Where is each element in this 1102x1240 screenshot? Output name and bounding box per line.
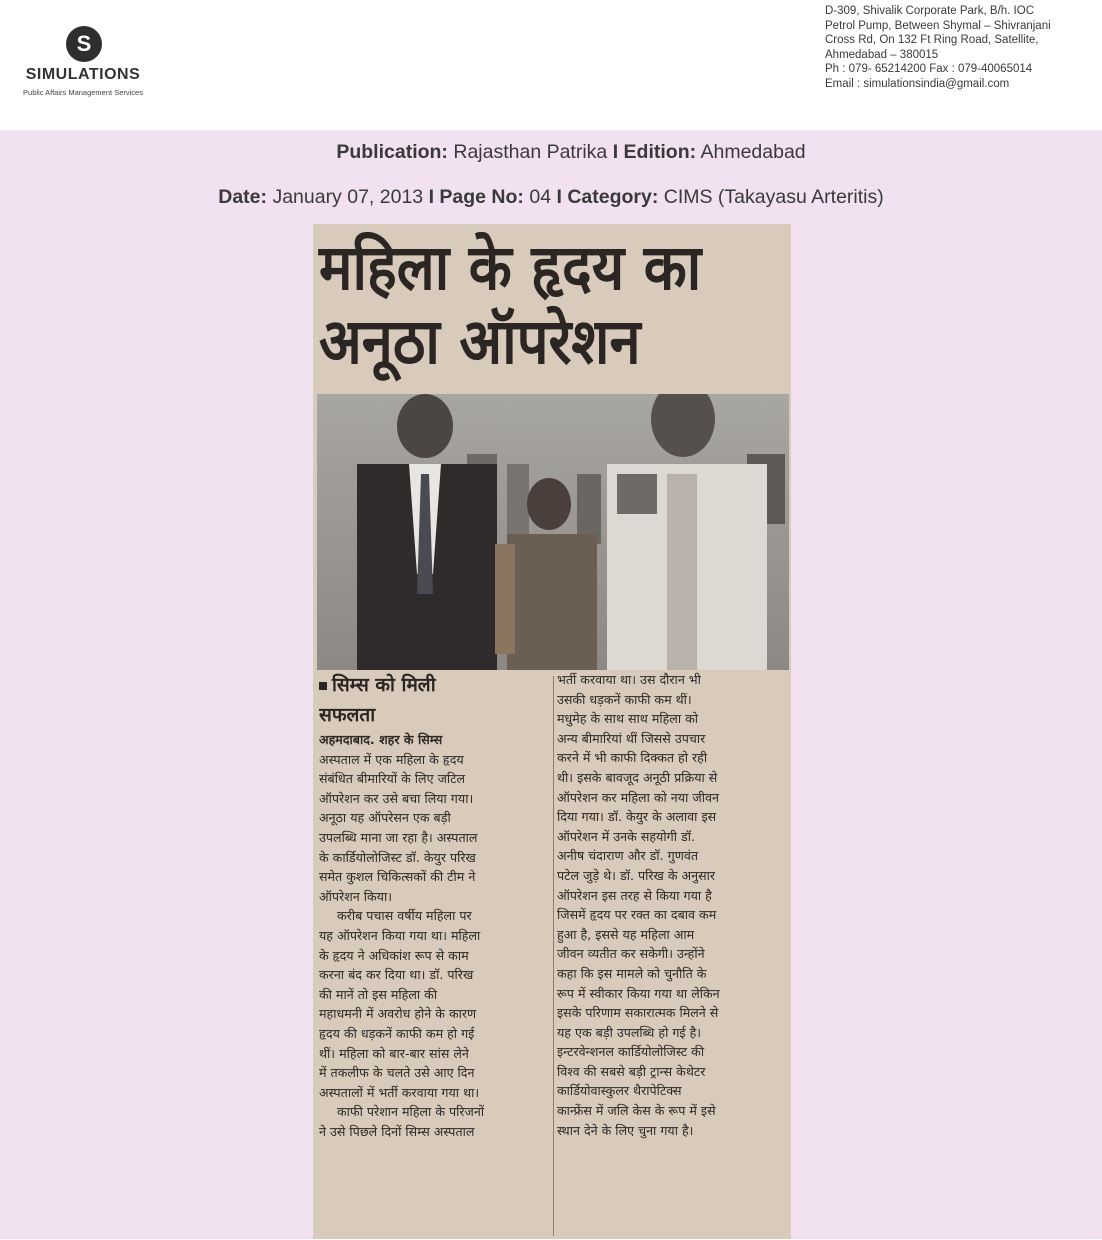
text-line: भर्ती करवाया था। उस दौरान भी — [557, 672, 701, 687]
text-line: अस्पतालों में भर्ती करवाया गया था। — [319, 1084, 480, 1100]
text-line: अन्य बीमारियां थीं जिससे उपचार — [557, 730, 706, 746]
article-column-right — [557, 670, 787, 1240]
text-line: थी। इसके बावजूद अनूठी प्रक्रिया से — [557, 769, 718, 785]
page-label: Page No: — [439, 186, 524, 208]
text-line: स्थान देने के लिए चुना गया है। — [557, 1122, 694, 1138]
address-line: Petrol Pump, Between Shymal – Shivranjani — [825, 19, 1051, 32]
text-line: समेत कुशल चिकित्सकों की टीम ने — [319, 869, 476, 885]
text-line: महाधमनी में अवरोध होने के कारण — [319, 1006, 477, 1022]
text-line: कार्डियोवास्कुलर थैरापेटिक्स — [557, 1083, 682, 1099]
text-line: रूप में स्वीकार किया गया था लेकिन — [557, 985, 720, 1001]
subheading: सिम्स को मिली — [319, 670, 551, 700]
subheading-line-2: सफलता — [319, 704, 376, 726]
category-value: CIMS (Takayasu Arteritis) — [663, 186, 884, 208]
text-line: ऑपरेशन किया। — [319, 888, 393, 904]
date-value: January 07, 2013 — [272, 186, 424, 208]
text-line: अनूठा यह ऑपरेसन एक बड़ी — [319, 810, 451, 826]
text-line: ऑपरेशन कर महिला को नया जीवन — [557, 789, 719, 805]
edition-label: Edition: — [623, 141, 697, 163]
text-line: हृदय की धड़कनें काफी कम हो गई — [319, 1025, 475, 1041]
text-line: इसके परिणाम सकारात्मक मिलने से — [557, 1005, 719, 1021]
text-line: यह एक बड़ी उपलब्धि हो गई है। — [557, 1024, 702, 1040]
text-line: दिया गया। डॉ. केयुर के अलावा इस — [557, 809, 717, 825]
text-line: मधुमेह के साथ साथ महिला को — [557, 711, 699, 727]
text-line: संबंधित बीमारियों के लिए जटिल — [319, 771, 466, 787]
text-line: करना बंद कर दिया था। डॉ. परिख — [319, 967, 474, 983]
address-line: Cross Rd, On 132 Ft Ring Road, Satellite, — [825, 34, 1039, 46]
logo-name: SIMULATIONS — [25, 66, 141, 83]
separator: I — [428, 186, 434, 208]
date-page-category-info — [0, 186, 1102, 209]
text-line: उपलब्धि माना जा रहा है। अस्पताल — [319, 829, 478, 845]
date-label: Date: — [218, 186, 268, 208]
text-line: थीं। महिला को बार-बार सांस लेने — [319, 1045, 469, 1061]
text-line: ऑपरेशन इस तरह से किया गया है — [557, 887, 712, 903]
text-line: काफी परेशान महिला के परिजनों — [337, 1104, 485, 1120]
publication-label: Publication: — [336, 141, 448, 163]
company-address — [825, 4, 1100, 91]
text-line: जीवन व्यतीत कर सकेगी। उन्होंने — [557, 946, 705, 962]
text-line: ने उसे पिछले दिनों सिम्स अस्पताल — [319, 1123, 475, 1139]
headline-line-1: महिला के हृदय का — [319, 232, 702, 305]
text-line: कान्फ्रेंस में जलि केस के रूप में इसे — [557, 1103, 716, 1119]
simulations-logo — [8, 20, 158, 100]
text-line: अहमदाबाद. शहर के सिम्स — [319, 732, 443, 747]
edition-value: Ahmedabad — [700, 141, 806, 163]
publication-info — [0, 141, 1102, 164]
publication-value: Rajasthan Patrika — [453, 141, 608, 163]
address-line: D-309, Shivalik Corporate Park, B/h. IOC — [825, 5, 1034, 17]
text-line: इन्टरवेन्शनल कार्डियोलोजिस्ट की — [557, 1044, 705, 1060]
logo-s-icon: S — [66, 26, 102, 62]
category-label: Category: — [567, 186, 659, 208]
address-line: Ahmedabad – 380015 — [825, 48, 939, 61]
page-value: 04 — [529, 186, 552, 208]
separator: I — [556, 186, 562, 208]
article-headline — [313, 232, 791, 392]
text-line: कहा कि इस मामले को चुनौति के — [557, 965, 707, 981]
text-line: करने में भी काफी दिक्कत हो रही — [557, 750, 708, 766]
text-line: अनीष चंदाराण और डॉ. गुणवंत — [557, 848, 699, 864]
text-line: के हृदय ने अधिकांश रूप से काम — [319, 947, 469, 963]
text-line: पटेल जुड़े थे। डॉ. परिख के अनुसार — [557, 867, 716, 883]
phone-fax-line: Ph : 079- 65214200 Fax : 079-40065014 — [825, 63, 1033, 75]
logo-tagline: Public Affairs Management Services — [23, 88, 143, 97]
bullet-square-icon — [319, 682, 327, 690]
newspaper-clipping — [313, 224, 791, 1239]
text-line: उसकी धड़कनें काफी कम थीं। — [557, 691, 692, 707]
text-line: विश्व की सबसे बड़ी ट्रान्स केथेटर — [557, 1063, 706, 1079]
text-line: यह ऑपरेशन किया गया था। महिला — [319, 927, 481, 943]
column-divider — [553, 676, 554, 1236]
text-line: ऑपरेशन कर उसे बचा लिया गया। — [319, 790, 474, 806]
separator: I — [612, 141, 619, 163]
article-photo — [317, 394, 789, 670]
headline-line-2: अनूठा ऑपरेशन — [319, 306, 641, 379]
text-line: हुआ है, इससे यह महिला आम — [557, 926, 695, 942]
email-line: Email : simulationsindia@gmail.com — [825, 77, 1010, 90]
article-column-left — [319, 670, 551, 1240]
text-line: की मानें तो इस महिला की — [319, 986, 438, 1002]
text-line: ऑपरेशन में उनके सहयोगी डॉ. — [557, 828, 695, 844]
text-line: करीब पचास वर्षीय महिला पर — [337, 908, 472, 924]
text-line: जिसमें हृदय पर रक्त का दबाव कम — [557, 907, 717, 923]
text-line: अस्पताल में एक महिला के हृदय — [319, 751, 464, 767]
text-line: में तकलीफ के चलते उसे आए दिन — [319, 1065, 475, 1081]
text-line: के कार्डियोलोजिस्ट डॉ. केयुर परिख — [319, 849, 476, 865]
photo-illustration — [317, 394, 789, 670]
